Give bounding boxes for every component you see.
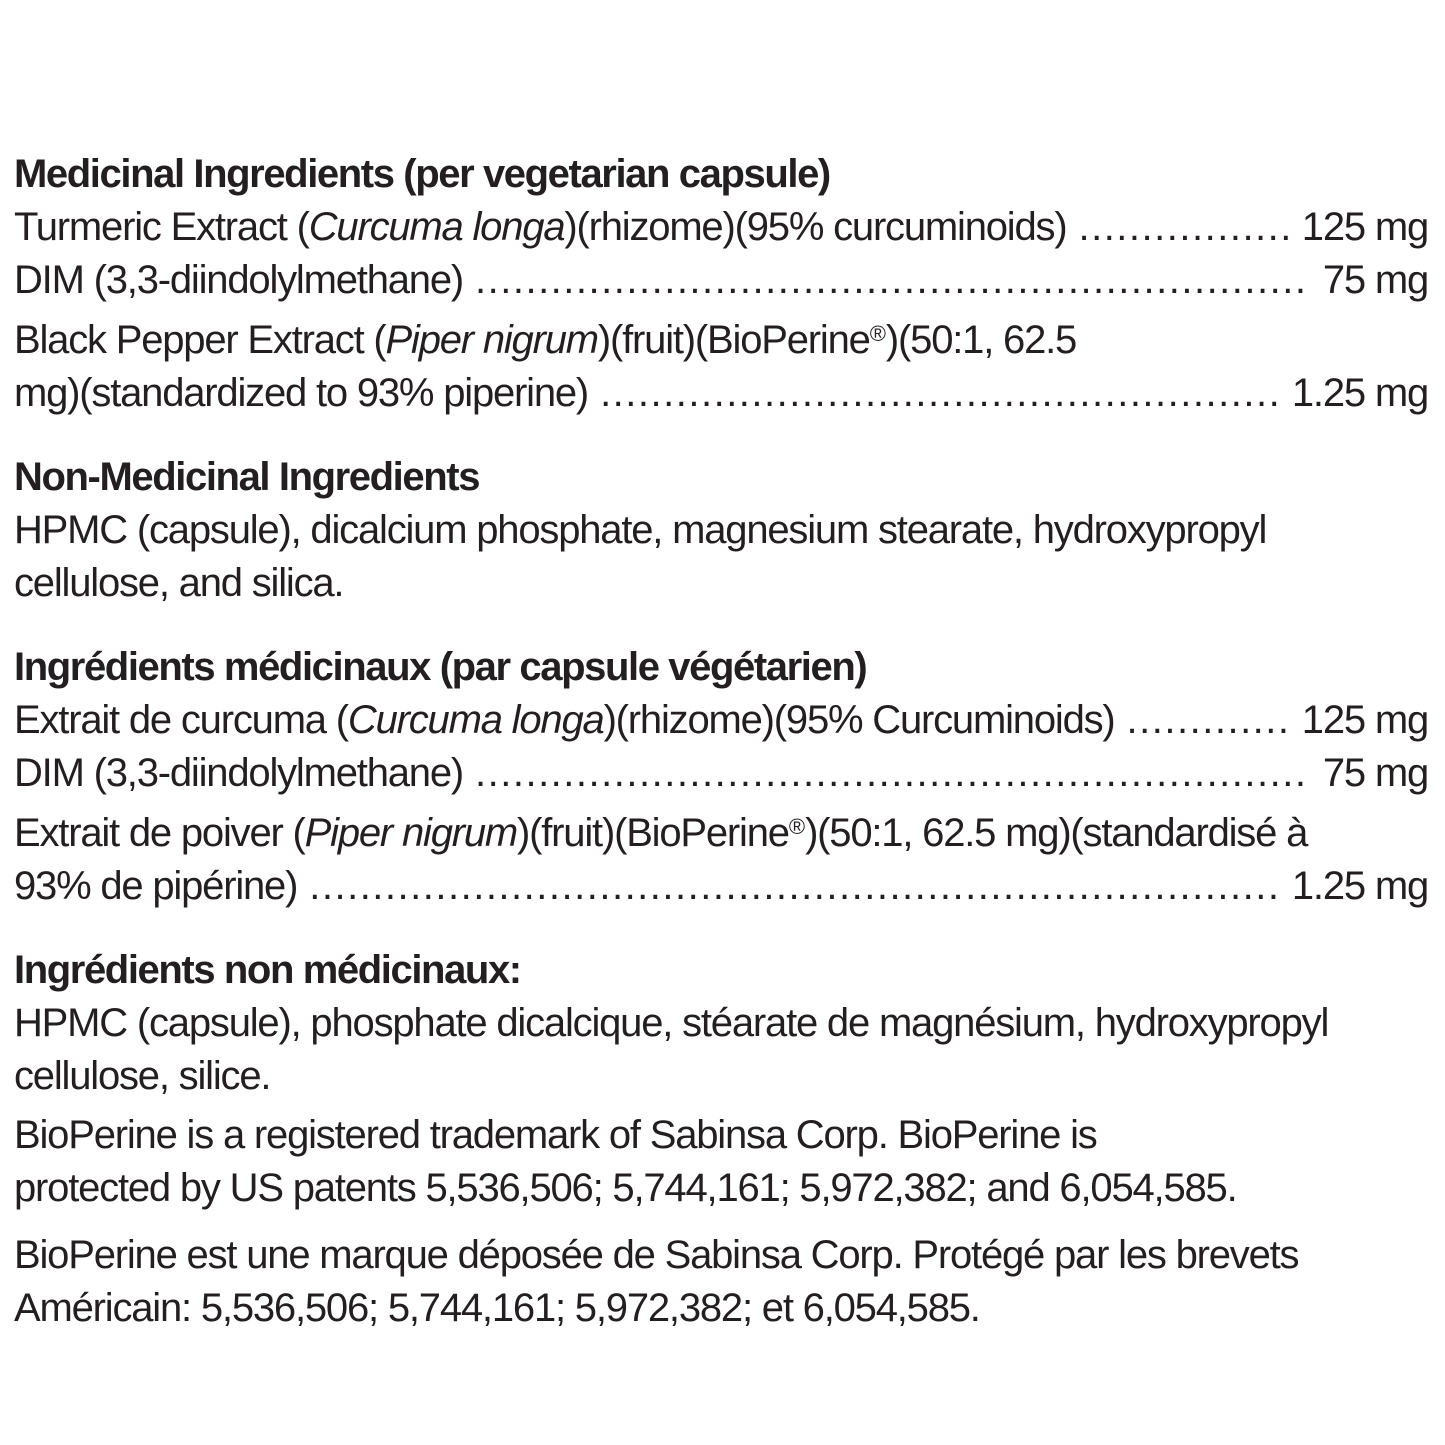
- section-heading: Ingrédients non médicinaux:: [14, 948, 521, 992]
- dot-leader: [309, 860, 1280, 913]
- trademark-notice-fr: [14, 1229, 1428, 1335]
- ingredient-amount: 125 mg: [1301, 698, 1428, 742]
- dot-leader: [600, 367, 1280, 420]
- ingredient-name: DIM (3,3-diindolylmethane): [14, 751, 463, 795]
- section-heading: Non-Medicinal Ingredients: [14, 455, 480, 499]
- dot-leader: [475, 747, 1311, 800]
- non-medicinal-ingredients-fr: [14, 944, 1428, 1103]
- registered-mark: ®: [788, 814, 806, 839]
- dot-leader: [475, 254, 1311, 307]
- non-medicinal-ingredients-en: [14, 451, 1428, 610]
- section-heading: Ingrédients médicinaux (par capsule végétarien): [14, 645, 867, 689]
- ingredient-row: [14, 694, 1428, 747]
- ingredient-name: 93% de pipérine): [14, 864, 298, 908]
- trademark-text: protected by US patents 5,536,506; 5,744,161; 5,972,382; and 6,054,585.: [14, 1166, 1237, 1210]
- ingredient-amount: 1.25 mg: [1291, 864, 1428, 908]
- ingredient-amount: 1.25 mg: [1291, 371, 1428, 415]
- trademark-text: BioPerine est une marque déposée de Sabinsa Corp. Protégé par les brevets: [14, 1233, 1299, 1277]
- dot-leader: [1127, 694, 1290, 747]
- ingredient-text: HPMC (capsule), dicalcium phosphate, magnesium stearate, hydroxypropyl: [14, 508, 1267, 552]
- dot-leader: [1078, 201, 1289, 254]
- ingredient-row: [14, 367, 1428, 420]
- ingredient-amount: 75 mg: [1322, 751, 1428, 795]
- ingredient-text: cellulose, and silica.: [14, 561, 344, 605]
- ingredient-name: DIM (3,3-diindolylmethane): [14, 258, 463, 302]
- trademark-notice-en: [14, 1109, 1428, 1215]
- ingredient-row: [14, 860, 1428, 913]
- ingredient-amount: 75 mg: [1322, 258, 1428, 302]
- trademark-text: Américain: 5,536,506; 5,744,161; 5,972,382; et 6,054,585.: [14, 1286, 980, 1330]
- section-heading: Medicinal Ingredients (per vegetarian capsule): [14, 152, 830, 196]
- ingredient-amount: 125 mg: [1301, 205, 1428, 249]
- medicinal-ingredients-fr: [14, 641, 1428, 913]
- trademark-text: BioPerine is a registered trademark of Sabinsa Corp. BioPerine is: [14, 1113, 1097, 1157]
- ingredient-name: Extrait de poiver (Piper nigrum)(fruit)(BioPerine®)(50:1, 62.5 mg)(standardisé à: [14, 811, 1308, 855]
- ingredient-row: [14, 747, 1428, 800]
- ingredient-name: Black Pepper Extract (Piper nigrum)(fruit)(BioPerine®)(50:1, 62.5: [14, 318, 1077, 362]
- ingredient-name: mg)(standardized to 93% piperine): [14, 371, 589, 415]
- ingredient-text: cellulose, silice.: [14, 1054, 271, 1098]
- ingredient-name: Extrait de curcuma (Curcuma longa)(rhizome)(95% Curcuminoids): [14, 698, 1115, 742]
- ingredients-label: [14, 148, 1428, 1366]
- medicinal-ingredients-en: [14, 148, 1428, 420]
- ingredient-text: HPMC (capsule), phosphate dicalcique, stéarate de magnésium, hydroxypropyl: [14, 1001, 1329, 1045]
- ingredient-row: [14, 201, 1428, 254]
- ingredient-row: [14, 254, 1428, 307]
- ingredient-name: Turmeric Extract (Curcuma longa)(rhizome)(95% curcuminoids): [14, 205, 1067, 249]
- registered-mark: ®: [869, 321, 886, 346]
